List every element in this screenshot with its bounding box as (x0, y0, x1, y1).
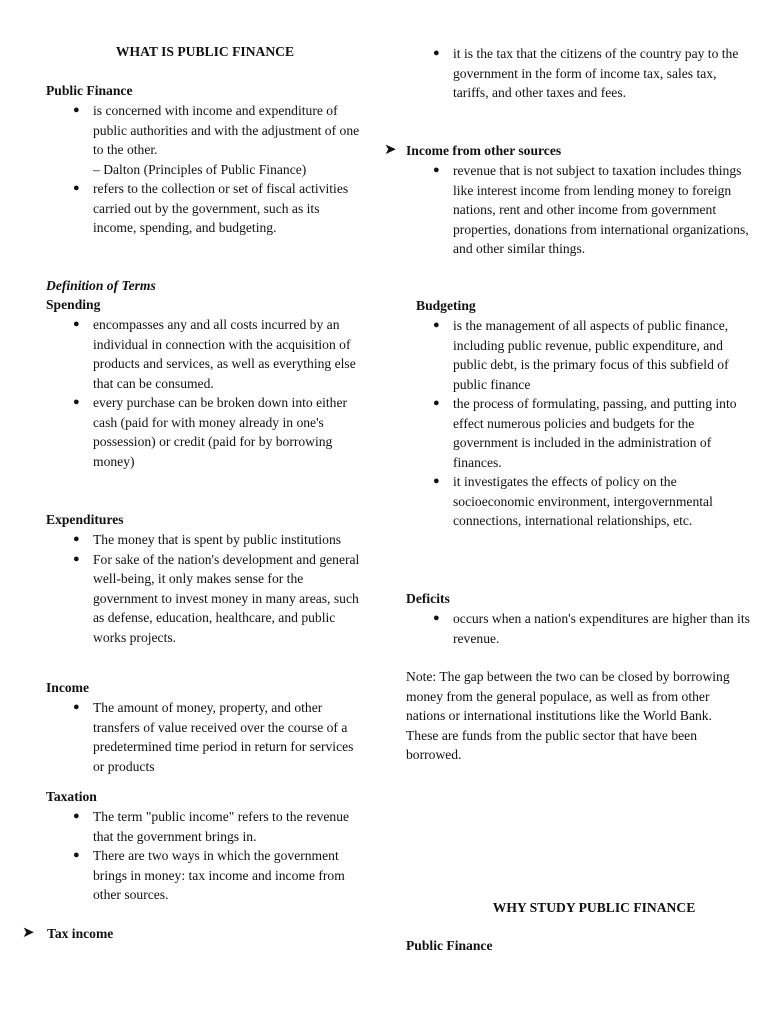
list-item: ● For sake of the nation's development and general well-being, it only makes sense for the government to invest money in many areas, such as defense, education, healthcare, and public works projects. (73, 551, 360, 645)
other-sources-list (433, 161, 753, 259)
spending-list (73, 315, 365, 471)
income-heading: Income (46, 680, 90, 695)
taxation-list (73, 807, 365, 905)
bullet-icon: ● (73, 849, 80, 861)
why-study-title: WHY STUDY PUBLIC FINANCE (492, 900, 696, 915)
budgeting-list (433, 316, 753, 531)
public-finance-list (73, 101, 365, 238)
expenditures-list (73, 530, 365, 647)
bullet-icon: ● (73, 533, 80, 545)
bullet-icon: ● (433, 47, 440, 59)
list-item: ● is the management of all aspects of public finance, including public revenue, public expenditure, and public debt, is the primary focus of this subfield of public finance (433, 318, 729, 392)
bullet-icon: ● (433, 164, 440, 176)
tax-income-list (433, 44, 753, 103)
bullet-icon: ● (433, 612, 440, 624)
bullet-icon: ● (73, 318, 80, 330)
list-item: ● occurs when a nation's expenditures are higher than its revenue. (433, 611, 750, 646)
deficits-heading: Deficits (406, 591, 450, 606)
list-item: ● revenue that is not subject to taxation includes things like interest income from lending money to foreign nations, rent and other income from government properties, donations from international organizations, and other similar things. (433, 163, 749, 256)
why-public-finance-heading: Public Finance (406, 938, 493, 953)
bullet-icon: ● (433, 319, 440, 331)
tax-income-heading: Tax income (47, 926, 114, 941)
income-list (73, 698, 365, 776)
list-item: ● it is the tax that the citizens of the country pay to the government in the form of income tax, sales tax, tariffs, and other taxes and fees. (433, 46, 739, 100)
page-title: WHAT IS PUBLIC FINANCE (115, 44, 295, 59)
bullet-icon: ● (73, 396, 80, 408)
budgeting-heading: Budgeting (416, 298, 476, 313)
list-item: ● is concerned with income and expenditure of public authorities and with the adjustment of one to the other. (73, 103, 360, 157)
list-item: ● refers to the collection or set of fiscal activities carried out by the government, such as its income, spending, and budgeting. (73, 181, 349, 235)
list-item: ● The amount of money, property, and other transfers of value received over the course of a predetermined time period in return for services or products (73, 700, 354, 774)
list-item: ● the process of formulating, passing, and putting into effect numerous policies and budgets for the government is included in the administration of finances. (433, 396, 737, 470)
list-item: ● it investigates the effects of policy on the socioeconomic environment, intergovernmental connections, international relationships, etc. (433, 474, 713, 528)
list-item: ● every purchase can be broken down into either cash (paid for with money already in one's possession) or credit (paid for by borrowing money) (73, 395, 348, 469)
deficits-list (433, 609, 753, 648)
bullet-icon: ● (73, 701, 80, 713)
bullet-icon: ● (73, 810, 80, 822)
taxation-heading: Taxation (46, 789, 97, 804)
bullet-icon: ● (73, 104, 80, 116)
bullet-icon: ● (433, 397, 440, 409)
list-item: ● The term "public income" refers to the revenue that the government brings in. (73, 809, 350, 844)
arrow-bullet-icon: ➤ (384, 142, 397, 158)
list-item: ● The money that is spent by public institutions (93, 530, 365, 550)
note-paragraph: Note: The gap between the two can be closed by borrowing money from the general populace, as well as from other nations or international institutions like the World Bank. These are funds from the public sector that have been borrowed. (406, 669, 730, 762)
bullet-icon: ● (73, 182, 80, 194)
definition-of-terms-heading: Definition of Terms (46, 278, 156, 293)
bullet-icon: ● (73, 552, 80, 565)
list-item: ● encompasses any and all costs incurred by an individual in connection with the acquisition of products and services, as well as everything else that can be consumed. (73, 317, 356, 391)
spending-heading: Spending (46, 297, 101, 312)
expenditures-heading: Expenditures (46, 512, 124, 527)
list-item: ● There are two ways in which the government brings in money: tax income and income from other sources. (73, 848, 345, 902)
income-from-other-sources-heading: Income from other sources (406, 143, 562, 158)
public-finance-heading: Public Finance (46, 83, 133, 98)
arrow-bullet-icon: ➤ (22, 925, 35, 941)
citation: – Dalton (Principles of Public Finance) (93, 161, 307, 177)
bullet-icon: ● (433, 475, 440, 487)
